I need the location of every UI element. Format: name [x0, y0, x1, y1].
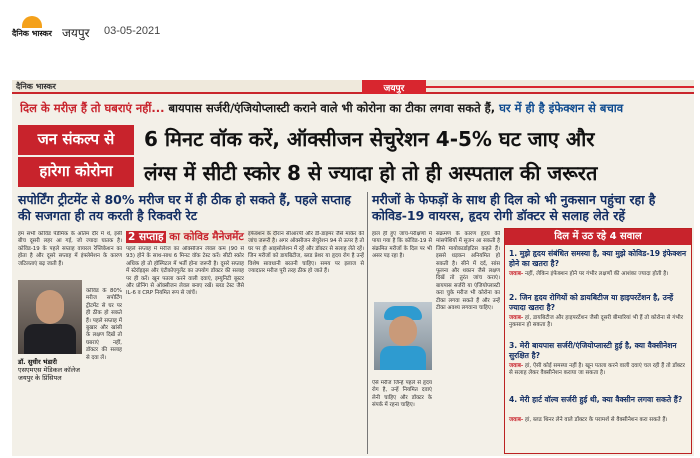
- doctor-photo-right: [374, 302, 432, 370]
- answer-3: जवाब- हां, ऐसी कोई समस्या नहीं है। खून पतला करने वाली दवाएं चल रही हैं तो डॉक्टर से सलाह लेकर वैक्सीनेशन कराया जा सकता है।: [509, 363, 685, 377]
- edition-label-box: [362, 80, 426, 94]
- headline-line1: 6 मिनट वॉक करें, ऑक्सीजन सेचुरेशन 4-5% घट जाए और: [144, 127, 595, 151]
- campaign-banner-line1: जन संकल्प से: [37, 130, 115, 148]
- headline-line2: लंग्स में सीटी स्कोर 8 से ज्यादा हो तो ही अस्पताल की जरूरत: [144, 161, 598, 185]
- question-2: 2. जिन हृदय रोगियों को डायबिटीज या हाइपरटेंशन है, उन्हें ज्यादा खतरा है?: [509, 293, 674, 312]
- logo-text: दैनिक भास्कर: [12, 29, 52, 38]
- doctor-body: [380, 346, 426, 370]
- article-column-2: पहले सप्ताह में मरीज का ऑक्सीजन लेवल कम (90 से 93) होने के साथ-साथ 6 मिनट वॉक टेस्ट करें। सीटी स्कोर अधिक हो तो हॉस्पिटल में भर्ती होना जरूरी है। दूसरे सप्ताह में स्टेरॉइड्स और एंटीकोएगुलेंट का उपयोग डॉक्टर की सलाह पर ही करें। खून पतला करने वाली दवाएं, इम्युनिटी बूस्टर और प्रोनिंग से ऑक्सीजन लेवल बनाए रखें। ब्लड टेस्ट जैसे IL-6 व CRP नियमित रूप से जांचें।: [126, 246, 244, 297]
- answer-1: जवाब- नहीं, लेकिन इंफेक्शन होने पर गंभीर लक्षणों की आशंका ज्यादा होती है।: [509, 271, 669, 277]
- kicker-dark: बायपास सर्जरी/एंजियोप्लास्टी कराने वाले भी कोरोना का टीका लगवा सकते हैं,: [164, 101, 500, 115]
- top-bar: [0, 0, 700, 78]
- article-column-4b: ऐसे मरीज जिन्हें पहले से हृदय रोग है, उन्हें नियमित दवाएं लेनी चाहिए और डॉक्टर के संपर्क में रहना चाहिए।: [372, 380, 432, 409]
- subheadline-right: मरीजों के फेफड़ों के साथ ही दिल को भी नुकसान पहुंचा रहा है कोविड-19 वायरस, हृदय रोगी डॉक्टर से सलाह लेते रहें: [372, 192, 656, 223]
- doctor-body: [24, 324, 76, 354]
- campaign-banner-top: [18, 125, 134, 155]
- column-divider: [367, 192, 368, 454]
- section-kicker-text: का कोविड मैनेजमेंट: [165, 231, 244, 243]
- doctor-caption-left: [18, 358, 82, 382]
- question-3: 3. मेरी बायपास सर्जरी/एंजियोप्लास्टी हुई है, क्या वैक्सीनेशन सुरक्षित है?: [509, 341, 677, 360]
- kicker-red: दिल के मरीज़ हैं तो घबराएं नहीं...: [20, 101, 165, 115]
- question-4: 4. मेरी हार्ट वॉल्व सर्जरी हुई थी, क्या वैक्सीन लगवा सकते हैं?: [509, 395, 683, 404]
- answer-2: जवाब- हां, डायबिटीज और हाइपरटेंशन जैसी दूसरी बीमारियां भी हैं तो कोरोना से गंभीर नुकसान हो सकता है।: [509, 315, 684, 329]
- masthead-brand: दैनिक भास्कर: [16, 82, 56, 91]
- campaign-banner-line2: हारेगा कोरोना: [39, 162, 113, 180]
- edition-label: जयपुर: [383, 84, 405, 94]
- article-column-1b: कोविड के 80% मरीज सपोर्टिंग ट्रीटमेंट से घर पर ही ठीक हो सकते हैं। पहले सप्ताह में बुखार और खांसी के लक्षण दिखें तो घबराएं नहीं, डॉक्टर की सलाह से दवा लें।: [86, 288, 122, 361]
- edition-city: जयपुर: [62, 26, 90, 40]
- questions-box-title: दिल में उठ रहे 4 सवाल: [505, 229, 691, 245]
- edition-date: 03-05-2021: [104, 25, 161, 37]
- doctor-face: [36, 290, 64, 324]
- section-kicker-num: 2 सप्ताह: [128, 231, 164, 243]
- sun-logo-icon: [22, 16, 42, 28]
- campaign-banner-bottom: [18, 157, 134, 187]
- article-column-1: हम सभी कोविड पेंडेमिक के अंतिम दौर में थे, इसी बीच दूसरी लहर आ गई, जो ज्यादा घातक है। कोविड-19 के पहले सप्ताह वायरल रेप्लिकेशन का होता है और दूसरे सप्ताह में इंफ्लेमेशन के कारण जटिलताएं बढ़ जाती हैं।: [18, 231, 122, 267]
- answer-4: जवाब- हां, ब्लड थिनर लेने वाले डॉक्टर के परामर्श से वैक्सीनेशन करा सकते हैं।: [509, 417, 668, 423]
- kicker-line: [20, 101, 692, 119]
- article-column-4: हाल ही हुए जांच-परीक्षणों में पाया गया है कि कोविड-19 से संक्रमित मरीजों के दिल पर भी असर पड़ रहा है।: [372, 231, 432, 260]
- subheadline-left: सपोर्टिंग ट्रीटमेंट से 80% मरीज घर में ही ठीक हो सकते हैं, पहले सप्ताह की सजगता ही तय करती है रिकवरी रेट: [18, 192, 351, 223]
- doctor-face: [389, 316, 417, 346]
- questions-box: [504, 228, 692, 454]
- question-1: 1. मुझे हृदय संबंधित समस्या है, क्या मुझे कोविड-19 इंफेक्शन होने का खतरा है?: [509, 249, 687, 268]
- doctor-left-title: एसएमएस मेडिकल कॉलेज जयपुर के प्रिंसिपल: [18, 366, 80, 382]
- article-column-3: इंफेक्शन के दौरान सीआरपी और डी-डाइमर जैसे मार्कर की जांच जरूरी है। अगर ऑक्सीजन सेचुरेशन 94 से ऊपर है तो घर पर ही आइसोलेशन में रहें और डॉक्टर से सलाह लेते रहें। जिन मरीजों को डायबिटीज, ब्लड प्रेशर या हृदय रोग है उन्हें विशेष सावधानी बरतनी चाहिए। समय पर इलाज से ज्यादातर मरीज पूरी तरह ठीक हो जाते हैं।: [248, 231, 364, 275]
- article-column-5: संक्रमण के कारण हृदय की मांसपेशियों में सूजन आ सकती है जिसे मायोकार्डाइटिस कहते हैं। इससे धड़कन अनियमित हो सकती है। सीने में दर्द, सांस फूलना और थकान जैसे लक्षण दिखें तो तुरंत जांच कराएं। बायपास सर्जरी या एंजियोप्लास्टी करा चुके मरीज भी कोरोना का टीका लगवा सकते हैं और उन्हें टीका अवश्य लगवाना चाहिए।: [436, 231, 500, 312]
- newspaper-clipping: [12, 80, 694, 456]
- doctor-photo-left: [18, 280, 82, 354]
- doctor-left-name: डॉ. सुधीर भंडारी: [18, 358, 57, 366]
- kicker-blue: घर में ही है इंफेक्शन से बचाव: [499, 101, 624, 115]
- newspaper-logo: [12, 16, 52, 60]
- red-rule: [426, 86, 694, 88]
